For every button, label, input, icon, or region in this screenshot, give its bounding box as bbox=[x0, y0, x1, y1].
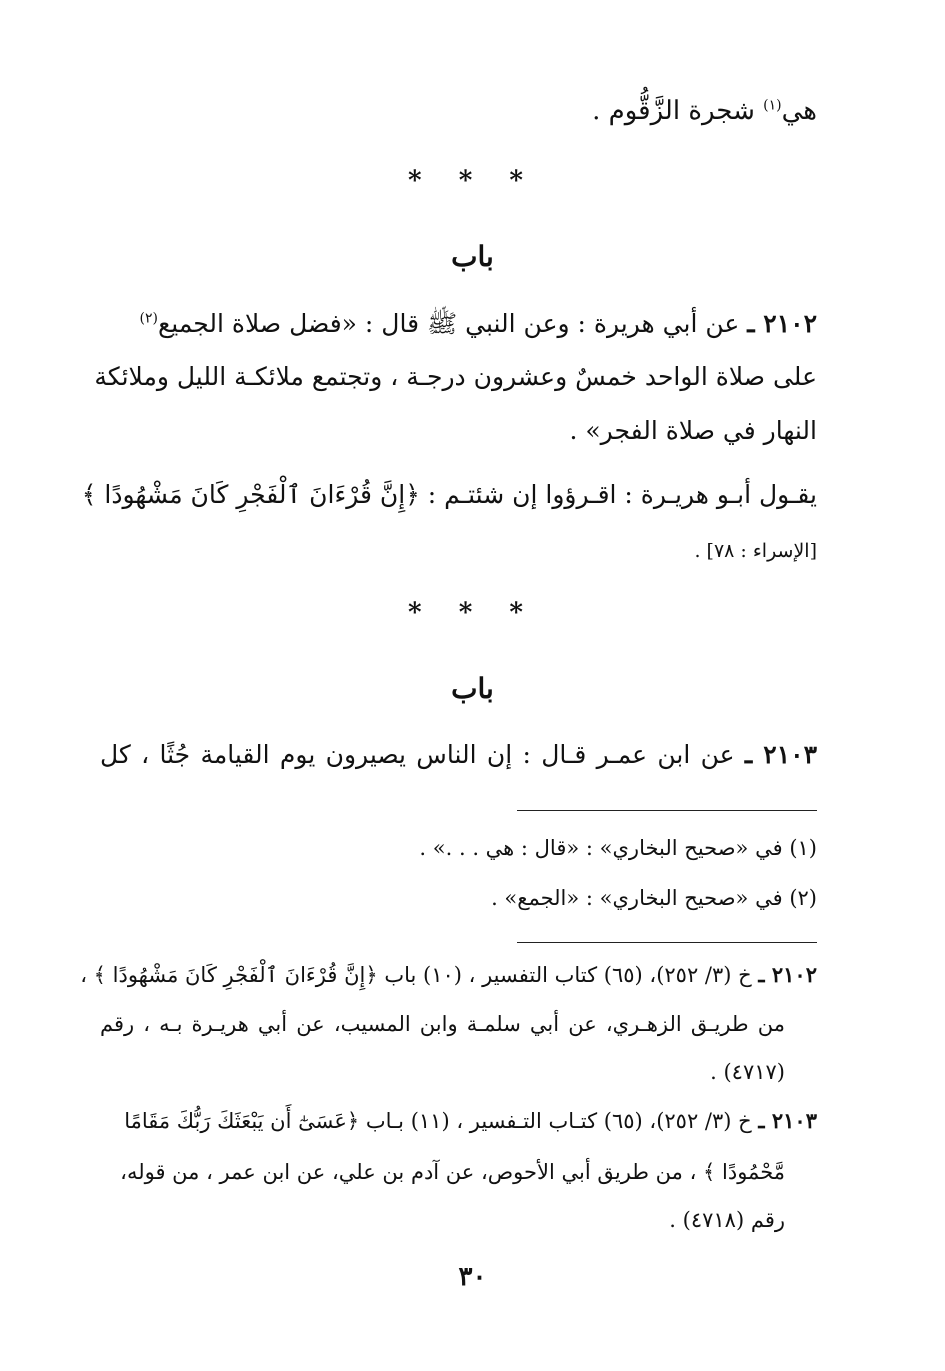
takhrij-text: خ (٣/ ٢٥٢)، (٦٥) كتـاب التـفسير ، (١١) بـاب ﴿عَسَىٰٓ أَن يَبْعَثَكَ رَبُّكَ مَقَامًا bbox=[124, 1109, 752, 1133]
takhrij-number: ٢١٠٢ ـ bbox=[758, 962, 817, 987]
footnote-ref-2: (٢) bbox=[139, 310, 158, 327]
hadith-number: ٢١٠٣ ـ bbox=[744, 740, 818, 769]
takhrij-number: ٢١٠٣ ـ bbox=[758, 1108, 817, 1133]
hadith-2102-line-2: على صلاة الواحد خمسٌ وعشرون درجـة ، وتجتمع ملائكـة الليل وملائكة bbox=[94, 362, 817, 391]
separator-2: * * * bbox=[408, 598, 537, 628]
hadith-2102-line-1 bbox=[100, 308, 817, 345]
footnote-2 bbox=[100, 886, 817, 910]
footnote-ref-1: (١) bbox=[763, 97, 782, 114]
hadith-2102-line-4: يقـول أبـو هريـرة : اقـرؤوا إن شئتـم : ﴿إِنَّ قُرْءَانَ ٱلْفَجْرِ كَانَ مَشْهُودًا ﴾ bbox=[81, 480, 817, 509]
top-line bbox=[100, 96, 817, 126]
page-number: ٣٠ bbox=[458, 1262, 487, 1292]
takhrij-divider bbox=[517, 942, 817, 943]
footnote-divider bbox=[517, 810, 817, 811]
hadith-2103-line-1 bbox=[100, 740, 817, 769]
section-heading-1: باب bbox=[451, 240, 494, 273]
footnote-number: (١) bbox=[789, 836, 817, 860]
section-heading-2: باب bbox=[451, 672, 494, 705]
hadith-2102-line-3: النهار في صلاة الفجر» . bbox=[569, 416, 817, 445]
takhrij-2102-line-2: من طريـق الزهـري، عن أبي سلمـة وابن المسيب، عن أبي هريـرة بـه ، رقم bbox=[100, 1012, 785, 1036]
takhrij-2102-line-3: (٤٧١٧) . bbox=[710, 1060, 785, 1084]
hadith-text: عن ابن عمـر قـال : إن الناس يصيرون يوم القيامة جُثًا ، كل bbox=[100, 740, 735, 769]
separator-1: * * * bbox=[408, 166, 537, 196]
footnote-text: في «صحيح البخاري» : «الجمع» . bbox=[491, 886, 783, 910]
top-text: شجرة الزَّقُّوم . bbox=[592, 96, 755, 126]
takhrij-text: خ (٣/ ٢٥٢)، (٦٥) كتاب التفسير ، (١٠) باب ﴿إِنَّ قُرْءَانَ ٱلْفَجْرِ كَانَ مَشْهُودًا ﴾ ، bbox=[80, 963, 752, 987]
footnote-number: (٢) bbox=[789, 886, 817, 910]
takhrij-2103-line-3: رقم (٤٧١٨) . bbox=[669, 1208, 785, 1232]
footnote-1 bbox=[100, 836, 817, 860]
footnote-text: في «صحيح البخاري» : «قال : هي . . .» . bbox=[419, 836, 783, 860]
quran-reference: [الإسراء : ٧٨] . bbox=[694, 540, 817, 562]
takhrij-2103-line-2: مَّحْمُودًا ﴾ ، من طريق أبي الأحوص، عن آدم بن علي، عن ابن عمر ، من قوله، bbox=[120, 1160, 785, 1184]
takhrij-2102-line-1 bbox=[80, 962, 817, 987]
hadith-text: عن أبي هريرة : وعن النبي ﷺ قال : «فضل صلاة الجميع bbox=[157, 309, 740, 338]
top-word: هي bbox=[781, 96, 817, 126]
hadith-number: ٢١٠٢ ـ bbox=[747, 309, 817, 338]
takhrij-2103-line-1 bbox=[100, 1108, 817, 1133]
